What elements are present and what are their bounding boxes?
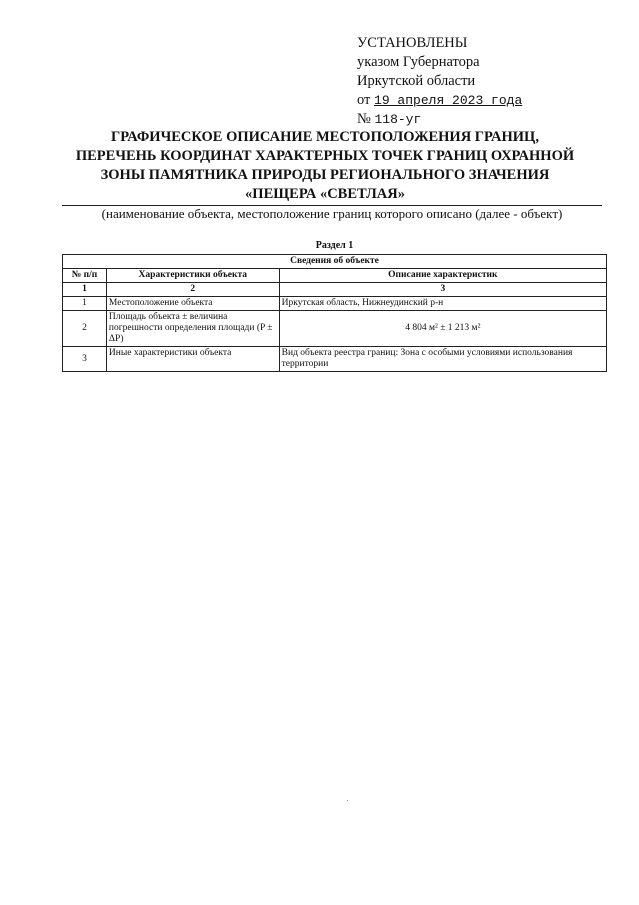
object-info-table [62,254,607,372]
table-title-row [63,255,607,269]
column-number-row [63,283,607,297]
row-num: 2 [63,311,107,347]
table-row [63,311,607,347]
approval-stamp [357,34,528,129]
table-row [63,297,607,311]
col-number: 1 [63,283,107,297]
date-prefix: от [357,92,371,108]
header-num: № п/п [63,269,107,283]
approval-line-1: УСТАНОВЛЕНЫ [357,35,468,51]
row-name: Площадь объекта ± величина погрешности определения площади (P ± ΔP) [106,311,279,347]
table-header-row [63,269,607,283]
row-value: 4 804 м² ± 1 213 м² [279,311,606,347]
row-name: Местоположение объекта [106,297,279,311]
row-value: Иркутская область, Нижнеудинский р-н [279,297,606,311]
col-number: 2 [106,283,279,297]
approval-date [357,91,528,110]
document-title [40,128,610,204]
title-line-1: ГРАФИЧЕСКОЕ ОПИСАНИЕ МЕСТОПОЛОЖЕНИЯ ГРАНИЦ, [111,129,539,145]
approval-line-3: Иркутской области [357,73,476,89]
table-row [63,347,607,372]
row-value: Вид объекта реестра границ: Зона с особыми условиями использования территории [279,347,606,372]
row-num: 1 [63,297,107,311]
header-description: Описание характеристик [279,269,606,283]
number-prefix: № [357,111,371,127]
section-title: Раздел 1 [315,240,354,251]
object-caption: (наименование объекта, местоположение границ которого описано (далее - объект) [101,206,563,221]
row-name: Иные характеристики объекта [106,347,279,372]
table-title: Сведения об объекте [63,255,607,269]
date-value: 19 апреля 2023 года [374,93,523,108]
title-line-4: «ПЕЩЕРА «СВЕТЛАЯ» [245,186,405,202]
title-line-2: ПЕРЕЧЕНЬ КООРДИНАТ ХАРАКТЕРНЫХ ТОЧЕК ГРАНИЦ ОХРАННОЙ [75,148,575,164]
row-num: 3 [63,347,107,372]
col-number: 3 [279,283,606,297]
number-value: 118-уг [374,112,422,127]
approval-number [357,110,528,129]
title-line-3: ЗОНЫ ПАМЯТНИКА ПРИРОДЫ РЕГИОНАЛЬНОГО ЗНАЧЕНИЯ [100,167,550,183]
header-characteristics: Характеристики объекта [106,269,279,283]
scan-speck [347,800,348,801]
approval-line-2: указом Губернатора [357,54,480,70]
